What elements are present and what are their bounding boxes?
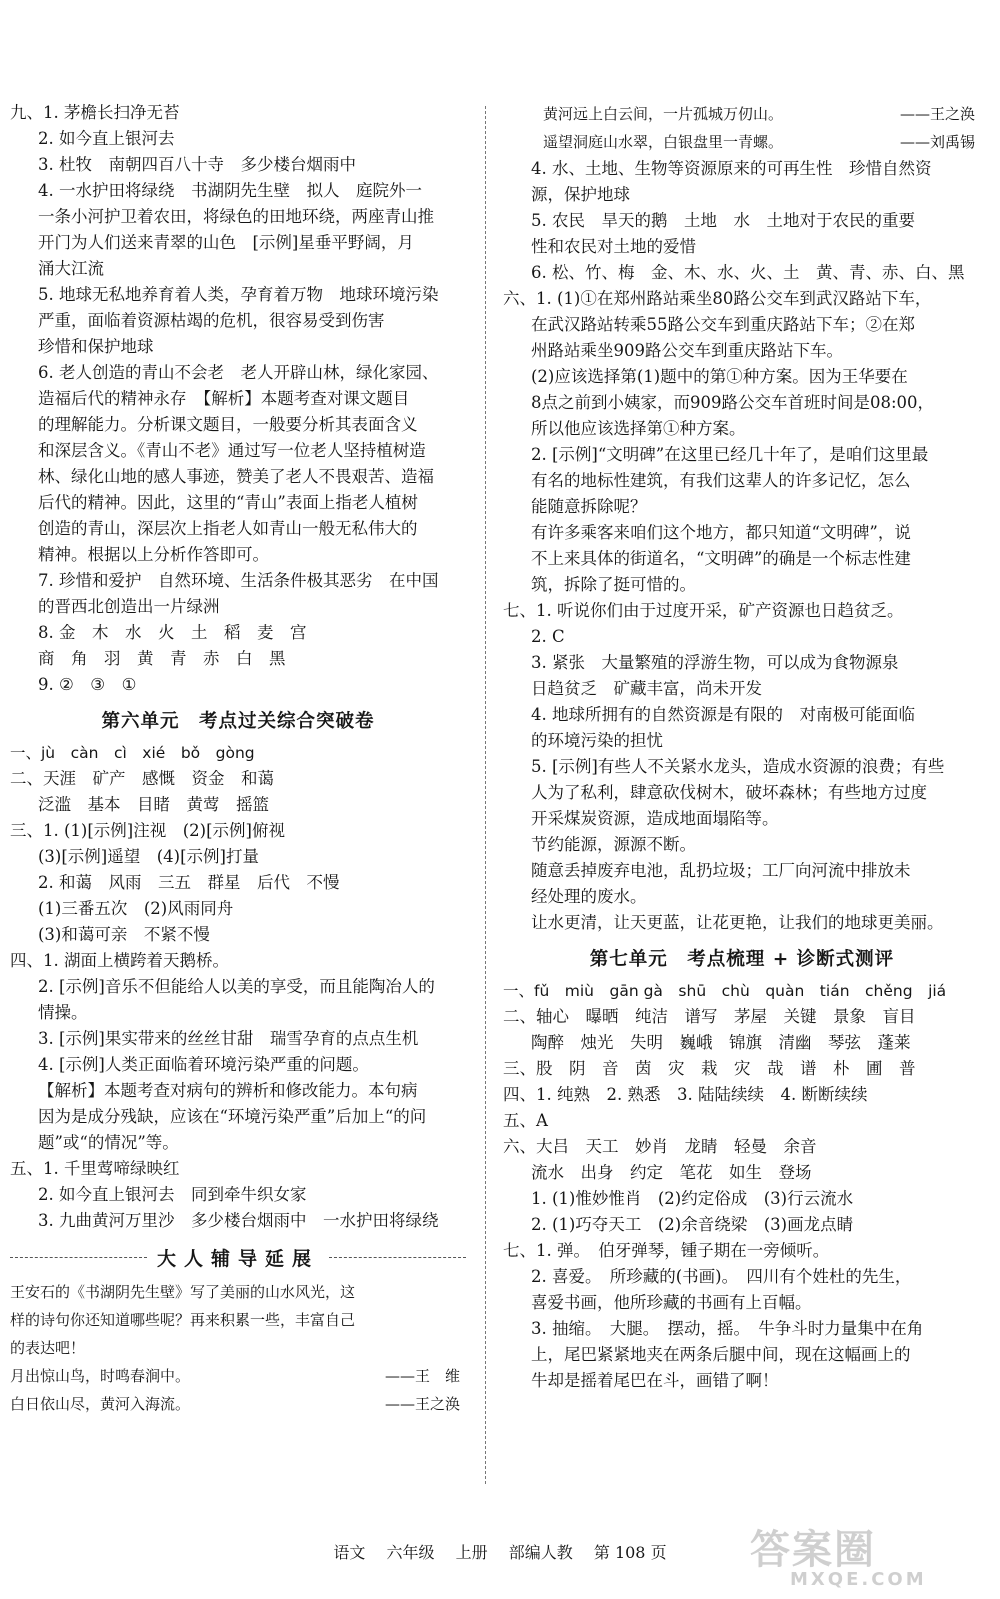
- answer-line: 性和农民对土地的爱惜: [531, 237, 696, 256]
- poem-text: 月出惊山鸟，时鸣春涧中。: [10, 1367, 191, 1385]
- answer-line: 7. 珍惜和爱护 自然环境、生活条件极其恶劣 在中国: [38, 571, 439, 590]
- answer-line: 有许多乘客来咱们这个地方，都只知道“文明碑”，说: [531, 523, 911, 542]
- answer-line: 陶醉 烛光 失明 巍峨 锦旗 清幽 琴弦 蓬莱: [531, 1033, 911, 1052]
- extension-intro: 的表达吧！: [10, 1339, 86, 1357]
- answer-line: 1. (1)惟妙惟肖 (2)约定俗成 (3)行云流水: [531, 1189, 854, 1208]
- watermark-url: MXQE.COM: [790, 1569, 927, 1590]
- answer-line: 2. (1)巧夺天工 (2)余音绕梁 (3)画龙点睛: [531, 1215, 854, 1234]
- answer-line: 3. 九曲黄河万里沙 多少楼台烟雨中 一水护田将绿绕: [38, 1211, 439, 1230]
- answer-line: 造福后代的精神永存 【解析】本题考查对课文题目: [38, 389, 410, 408]
- answer-line: 七、1. 弹。 伯牙弹琴，锺子期在一旁倾听。: [503, 1241, 830, 1260]
- answer-line: 珍惜和保护地球: [38, 337, 154, 356]
- answer-line: 2. C: [531, 627, 565, 646]
- answer-line: 一条小河护卫着农田，将绿色的田地环绕，两座青山推: [38, 207, 434, 226]
- footer-grade: 六年级: [386, 1543, 435, 1562]
- poem-author: ——刘禹锡: [899, 133, 975, 151]
- answer-line: 所以他应该选择第①种方案。: [531, 419, 746, 438]
- answer-line: 的理解能力。分析课文题目，一般要分析其表面含义: [38, 415, 418, 434]
- answers-unit6-continued: [503, 156, 981, 936]
- answer-line: (2)应该选择第(1)题中的第①种方案。因为王华要在: [531, 367, 908, 386]
- answer-line: 能随意拆除呢？: [531, 497, 647, 516]
- footer-page-number: 第 108 页: [593, 1543, 667, 1562]
- banner-title: 大人辅导延展: [157, 1247, 320, 1270]
- answer-line: 因为是成分残缺，应该在“环境污染严重”后加上“的问: [38, 1107, 427, 1126]
- answer-line: 九、1. 茅檐长扫净无苔: [10, 103, 180, 122]
- answer-line: 2. 和蔼 风雨 三五 群星 后代 不慢: [38, 873, 340, 892]
- banner-rule-left: [10, 1257, 147, 1258]
- extension-intro: 样的诗句你还知道哪些呢？再来积累一些，丰富自己: [10, 1311, 356, 1329]
- answer-line: 和深层含义。《青山不老》通过写一位老人坚持植树造: [38, 441, 426, 460]
- extension-continued: [503, 100, 981, 156]
- answer-line: (3)[示例]遥望 (4)[示例]打量: [38, 847, 259, 866]
- answer-line: 6. 老人创造的青山不会老 老人开辟山林，绿化家园、: [38, 363, 439, 382]
- answer-line: 5. 农民 旱天的鹅 土地 水 土地对于农民的重要: [531, 211, 915, 230]
- answer-line: 四、1. 纯熟 2. 熟悉 3. 陆陆续续 4. 断断续续: [503, 1085, 868, 1104]
- answer-line: 节约能源，源源不断。: [531, 835, 696, 854]
- answer-line: 一、jù càn cì xié bǒ gòng: [10, 744, 255, 762]
- footer-subject: 语文: [333, 1543, 366, 1562]
- answer-line: 林、绿化山地的感人事迹，赞美了老人不畏艰苦、造福: [38, 467, 434, 486]
- answer-line: 州路站乘坐909路公交车到重庆路站下车。: [531, 341, 843, 360]
- poem-author: ——王之涣: [384, 1395, 460, 1413]
- left-column: [10, 100, 466, 1418]
- answer-line: 严重，面临着资源枯竭的危机，很容易受到伤害: [38, 311, 385, 330]
- answer-line: 3. 杜牧 南朝四百八十寺 多少楼台烟雨中: [38, 155, 356, 174]
- answer-line: 精神。根据以上分析作答即可。: [38, 545, 269, 564]
- answer-line: 在武汉路站转乘55路公交车到重庆路站下车；②在郑: [531, 315, 915, 334]
- extension-intro: 王安石的《书湖阴先生壁》写了美丽的山水风光，这: [10, 1283, 356, 1301]
- poem-line: [10, 1362, 466, 1390]
- poem-line: [503, 128, 981, 156]
- answer-line: 四、1. 湖面上横跨着天鹅桥。: [10, 951, 229, 970]
- answer-line: (3)和蔼可亲 不紧不慢: [38, 925, 210, 944]
- answer-line: 8. 金 木 水 火 土 稻 麦 宫: [38, 623, 307, 642]
- poem-text: 白日依山尽，黄河入海流。: [10, 1395, 191, 1413]
- answer-line: 三、股 阴 音 茵 灾 栽 灾 哉 谱 朴 圃 普: [503, 1059, 916, 1078]
- poem-author: ——王之涣: [899, 105, 975, 123]
- answer-line: 有名的地标性建筑，有我们这辈人的许多记忆，怎么: [531, 471, 911, 490]
- answer-line: 经处理的废水。: [531, 887, 647, 906]
- answer-line: 七、1. 听说你们由于过度开采，矿产资源也日趋贫乏。: [503, 601, 904, 620]
- answer-line: 泛滥 基本 目睹 黄莺 摇篮: [38, 795, 269, 814]
- answer-line: 9. ② ③ ①: [38, 675, 137, 694]
- footer-volume: 上册: [455, 1543, 488, 1562]
- answers-unit6: [10, 740, 466, 1234]
- answer-line: 后代的精神。因此，这里的“青山”表面上指老人植树: [38, 493, 418, 512]
- answer-line: 2. 喜爱。 所珍藏的(书画)。 四川有个姓杜的先生，: [531, 1267, 912, 1286]
- poem-text: 遥望洞庭山水翠，白银盘里一青螺。: [543, 133, 784, 151]
- answer-line: 流水 出身 约定 笔花 如生 登场: [531, 1163, 812, 1182]
- answer-line: 2. [示例]“文明碑”在这里已经几十年了，是咱们这里最: [531, 445, 929, 464]
- extension-box: [10, 1278, 466, 1418]
- answer-line: 3. [示例]果实带来的丝丝甘甜 瑞雪孕育的点点生机: [38, 1029, 419, 1048]
- right-column: [503, 100, 981, 1394]
- answer-line: 让水更清，让天更蓝，让花更艳，让我们的地球更美丽。: [531, 913, 944, 932]
- footer-edition: 部编人教: [508, 1543, 573, 1562]
- answer-line: 六、大吕 天工 妙肖 龙睛 轻曼 余音: [503, 1137, 817, 1156]
- answer-line: (1)三番五次 (2)风雨同舟: [38, 899, 234, 918]
- watermark-logo: [750, 1518, 980, 1588]
- answer-line: 二、轴心 曝晒 纯洁 谱写 茅屋 关键 景象 盲目: [503, 1007, 916, 1026]
- watermark-text: 答案圈: [750, 1527, 876, 1573]
- answer-line: 日趋贫乏 矿藏丰富，尚未开发: [531, 679, 762, 698]
- answer-line: 4. [示例]人类正面临着环境污染严重的问题。: [38, 1055, 369, 1074]
- answer-line: 开门为人们送来青翠的山色 [示例]星垂平野阔，月: [38, 233, 414, 252]
- answer-line: 人为了私利，肆意砍伐树木，破坏森林；有些地方过度: [531, 783, 927, 802]
- answer-line: 5. 地球无私地养育着人类，孕育着万物 地球环境污染: [38, 285, 439, 304]
- answer-line: 的晋西北创造出一片绿洲: [38, 597, 220, 616]
- answer-line: 4. 一水护田将绿绕 书湖阴先生壁 拟人 庭院外一: [38, 181, 422, 200]
- answer-line: 三、1. (1)[示例]注视 (2)[示例]俯视: [10, 821, 285, 840]
- answer-line: 不上来具体的街道名，“文明碑”的确是一个标志性建: [531, 549, 911, 568]
- section-title-unit6: 第六单元 考点过关综合突破卷: [101, 711, 375, 732]
- answer-line: 六、1. (1)①在郑州路站乘坐80路公交车到武汉路站下车，: [503, 289, 932, 308]
- extension-banner: [10, 1240, 466, 1274]
- banner-rule-right: [329, 1257, 466, 1258]
- answer-line: 二、天涯 矿产 感慨 资金 和蔼: [10, 769, 274, 788]
- answer-line: 情操。: [38, 1003, 88, 1022]
- answer-line: 商 角 羽 黄 青 赤 白 黑: [38, 649, 286, 668]
- answer-line: 8点之前到小姨家，而909路公交车首班时间是08:00，: [531, 393, 935, 412]
- answer-line: 【解析】本题考查对病句的辨析和修改能力。本句病: [38, 1081, 418, 1100]
- poem-line: [10, 1390, 466, 1418]
- answer-line: 3. 抽缩。 大腿。 摆动，摇。 牛争斗时力量集中在角: [531, 1319, 924, 1338]
- answer-line: 五、1. 千里莺啼绿映红: [10, 1159, 180, 1178]
- section-title-unit7: 第七单元 考点梳理 + 诊断式测评: [589, 949, 895, 970]
- answer-line: 4. 水、土地、生物等资源原来的可再生性 珍惜自然资: [531, 159, 932, 178]
- answer-line: 开采煤炭资源，造成地面塌陷等。: [531, 809, 779, 828]
- answer-line: 随意丢掉废弃电池，乱扔垃圾；工厂向河流中排放未: [531, 861, 911, 880]
- answer-line: 4. 地球所拥有的自然资源是有限的 对南极可能面临: [531, 705, 915, 724]
- answer-line: 涌大江流: [38, 259, 104, 278]
- answer-line: 5. [示例]有些人不关紧水龙头，造成水资源的浪费；有些: [531, 757, 945, 776]
- answer-line: 题”或“的情况”等。: [38, 1133, 179, 1152]
- answer-line: 源，保护地球: [531, 185, 630, 204]
- answer-line: 6. 松、竹、梅 金、木、水、火、土 黄、青、赤、白、黑: [531, 263, 965, 282]
- poem-author: ——王 维: [384, 1367, 460, 1385]
- column-divider: [485, 106, 486, 1484]
- answer-line: 的环境污染的担忧: [531, 731, 663, 750]
- answer-line: 创造的青山，深层次上指老人如青山一般无私伟大的: [38, 519, 418, 538]
- answer-line: 3. 紧张 大量繁殖的浮游生物，可以成为食物源泉: [531, 653, 899, 672]
- answer-line: 2. [示例]音乐不但能给人以美的享受，而且能陶冶人的: [38, 977, 435, 996]
- answers-unit5-part1: [10, 100, 466, 698]
- poem-text: 黄河远上白云间，一片孤城万仞山。: [543, 105, 784, 123]
- answers-unit7: [503, 978, 981, 1394]
- answer-line: 牛却是摇着尾巴在斗，画错了啊！: [531, 1371, 779, 1390]
- answer-line: 五、A: [503, 1111, 548, 1130]
- answer-line: 2. 如今直上银河去: [38, 129, 175, 148]
- poem-line: [503, 100, 981, 128]
- answer-line: 一、fǔ miù gān gà shū chù quàn tián chěng jiá: [503, 982, 947, 1000]
- answer-line: 筑，拆除了挺可惜的。: [531, 575, 696, 594]
- answer-line: 2. 如今直上银河去 同到牵牛织女家: [38, 1185, 307, 1204]
- answer-line: 喜爱书画，他所珍藏的书画有上百幅。: [531, 1293, 812, 1312]
- answer-line: 上，尾巴紧紧地夹在两条后腿中间，现在这幅画上的: [531, 1345, 911, 1364]
